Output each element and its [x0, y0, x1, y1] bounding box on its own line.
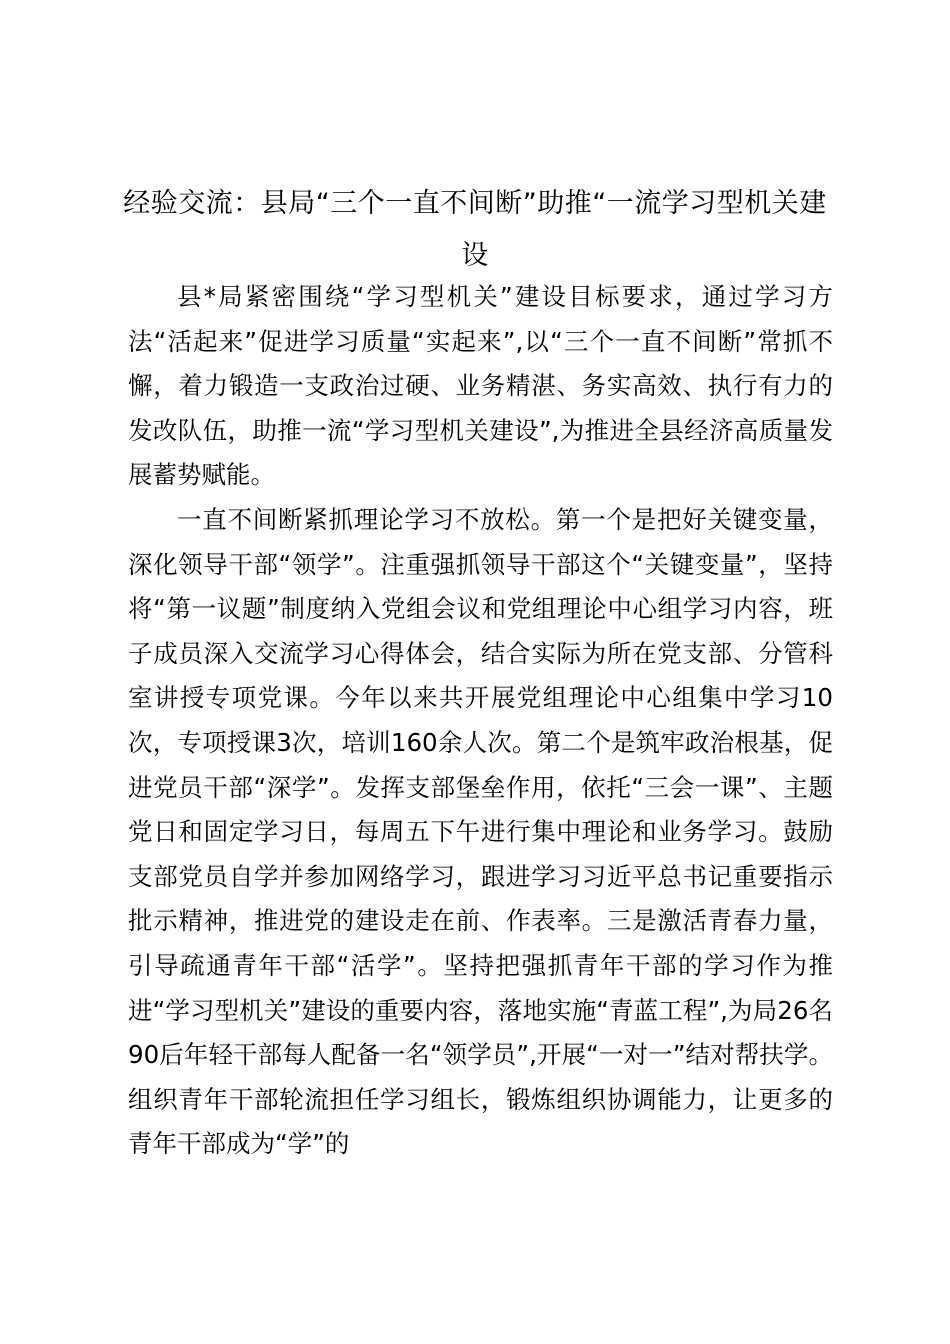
paragraph-theory-study: 一直不间断紧抓理论学习不放松。第一个是把好关键变量，深化领导干部“领学”。注重强抓领导干部这个“关键变量”，坚持将“第一议题”制度纳入党组会议和党组理论中心组学习内容，班子成员深入交流学习心得体会，结合实际为所在党支部、分管科室讲授专项党课。今年以来共开展党组理论中心组集中学习10次，专项授课3次，培训160余人次。第二个是筑牢政治根基，促进党员干部“深学”。发挥支部堡垒作用，依托“三会一课”、主题党日和固定学习日，每周五下午进行集中理论和业务学习。鼓励支部党员自学并参加网络学习，跟进学习习近平总书记重要指示批示精神，推进党的建设走在前、作表率。三是激活青春力量，引导疏通青年干部“活学”。坚持把强抓青年干部的学习作为推进“学习型机关”建设的重要内容，落地实施“青蓝工程”,为局26名90后年轻干部每人配备一名“领学员”,开展“一对一”结对帮扶学。组织青年干部轮流担任学习组长，锻炼组织协调能力，让更多的青年干部成为“学”的 [128, 505, 833, 1159]
paragraph-intro: 县*局紧密围绕“学习型机关”建设目标要求，通过学习方法“活起来”促进学习质量“实起来”,以“三个一直不间断”常抓不懈，着力锻造一支政治过硬、业务精湛、务实高效、执行有力的发改队伍，助推一流“学习型机关建设”,为推进全县经济高质量发展蓄势赋能。 [128, 282, 833, 490]
document-title: 经验交流：县局“三个一直不间断”助推“一流学习型机关建设 [123, 188, 827, 271]
